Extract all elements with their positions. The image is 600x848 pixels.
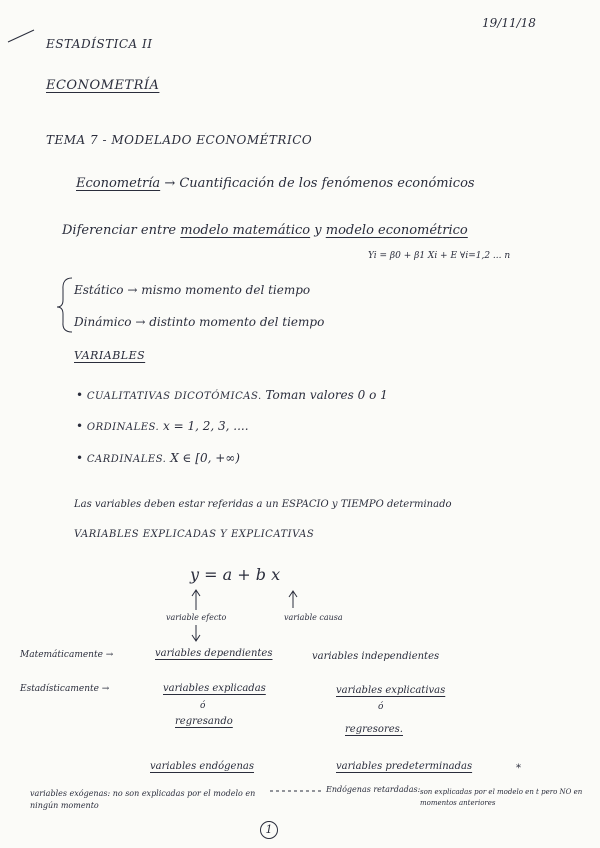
cause-label: variable causa — [284, 613, 343, 622]
arrow-right-icon: → — [127, 283, 142, 297]
predetermined-vars: variables predeterminadas — [336, 761, 473, 772]
bullet-icon: • — [76, 388, 87, 402]
variables-note: Las variables deben estar referidas a un ESPACIO y TIEMPO determinado — [74, 499, 452, 510]
explained-title: VARIABLES EXPLICADAS Y EXPLICATIVAS — [74, 529, 315, 540]
endogenous-vars: variables endógenas — [150, 761, 255, 772]
difference-line — [62, 224, 468, 237]
brace-icon — [57, 278, 72, 332]
stat-label-text: Estadísticamente — [20, 684, 99, 694]
variable-item — [76, 389, 388, 402]
page-number: 1 — [260, 821, 278, 839]
equation: y = a + b x — [190, 565, 281, 584]
subject-title: ESTADÍSTICA II — [46, 37, 153, 51]
static-line — [74, 284, 310, 296]
variable-item — [76, 452, 240, 465]
lagged-label: Endógenas retardadas: — [326, 785, 421, 794]
stat-label: Estadísticamente → — [20, 684, 110, 694]
explanatory-vars: variables explicativas — [336, 685, 446, 696]
regressors: regresores. — [345, 724, 403, 735]
variable-item-value: x = 1, 2, 3, .... — [163, 419, 249, 433]
econometric-model: modelo econométrico — [325, 223, 468, 238]
static-label: Estático — [74, 283, 124, 297]
variable-item-value: X ∈ [0, +∞) — [170, 451, 240, 465]
or-right: ó — [378, 702, 384, 712]
dynamic-label: Dinámico — [74, 315, 132, 329]
math-model: modelo matemático — [180, 223, 311, 238]
topic-title: TEMA 7 - MODELADO ECONOMÉTRICO — [46, 133, 313, 147]
explained-vars: variables explicadas — [163, 683, 266, 694]
independent-vars: variables independientes — [312, 651, 440, 662]
section-title: ECONOMETRÍA — [46, 78, 160, 93]
difference-prefix: Diferenciar entre — [62, 223, 177, 238]
dynamic-line — [74, 316, 324, 328]
regressand: regresando — [175, 716, 233, 727]
top-left-pen-mark — [8, 30, 34, 42]
variables-title: VARIABLES — [74, 349, 146, 362]
math-label: Matemáticamente → — [20, 650, 114, 660]
definition-text: Cuantificación de los fenómenos económicos — [179, 176, 475, 191]
star-mark: * — [516, 763, 521, 774]
definition-term: Econometría — [76, 176, 161, 191]
math-label-text: Matemáticamente — [20, 650, 103, 660]
effect-label: variable efecto — [166, 613, 227, 622]
static-text: mismo momento del tiempo — [141, 283, 311, 297]
exogenous-note: variables exógenas: no son explicadas por el modelo en ningún momento — [30, 789, 256, 810]
bullet-icon: • — [76, 451, 87, 465]
variable-item — [76, 420, 249, 433]
variable-item-label: ORDINALES. — [86, 422, 160, 433]
variable-item-label: CUALITATIVAS DICOTÓMICAS. — [86, 391, 262, 402]
dynamic-text: distinto momento del tiempo — [149, 315, 325, 329]
definition-line — [76, 177, 475, 190]
or-left: ó — [200, 701, 206, 711]
bullet-icon: • — [76, 419, 87, 433]
model-formula: Yi = β0 + β1 Xi + E ∀i=1,2 ... n — [368, 251, 511, 261]
variable-item-label: CARDINALES. — [86, 454, 167, 465]
date: 19/11/18 — [482, 16, 536, 30]
difference-joiner: y — [314, 223, 322, 238]
lagged-note: son explicadas por el modelo en t pero NO en momentos anteriores — [420, 788, 583, 807]
arrow-right-icon: → — [135, 315, 150, 329]
arrow-right-icon: → — [164, 176, 180, 191]
variable-item-value: Toman valores 0 o 1 — [265, 388, 388, 402]
dependent-vars: variables dependientes — [155, 648, 273, 659]
